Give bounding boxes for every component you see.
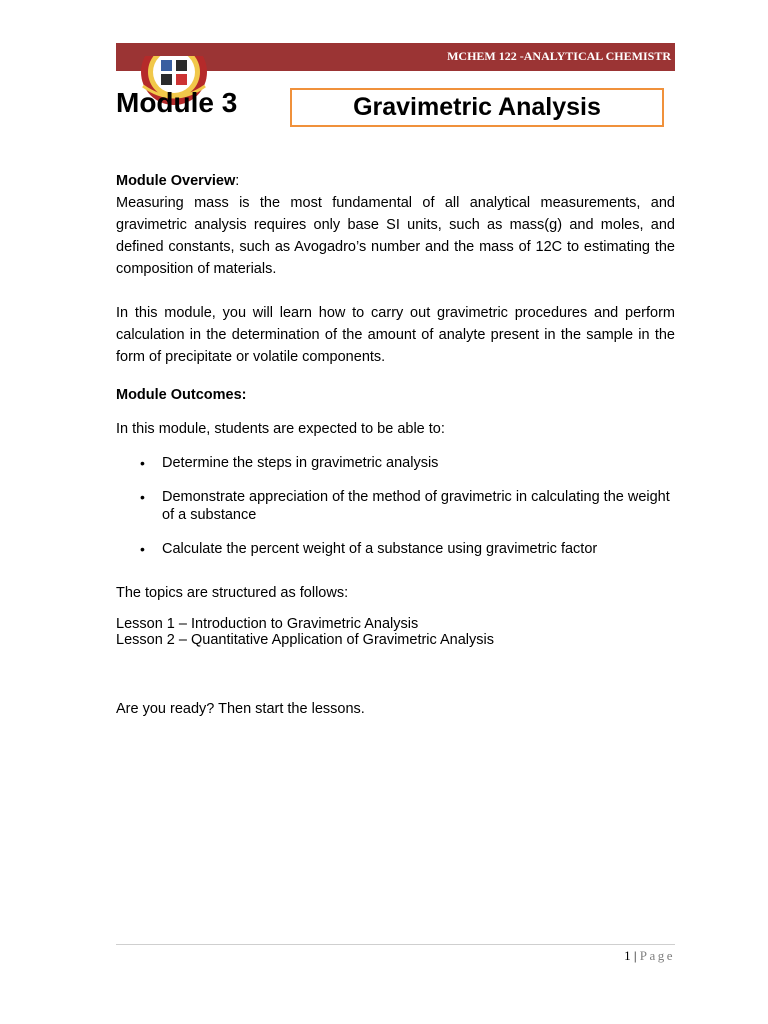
lesson-item: Lesson 2 – Quantitative Application of Gravimetric Analysis [116, 632, 494, 648]
module-title-box [290, 88, 664, 127]
overview-heading-suffix: : [235, 173, 240, 189]
page-footer [624, 948, 675, 964]
page-separator: | [630, 948, 640, 963]
list-item [116, 540, 675, 558]
overview-paragraph-2: In this module, you will learn how to carry out gravimetric procedures and perform calculation in the determination of the amount of analyte present in the sample in the form of precipitate or volatile components. [116, 305, 675, 365]
bullet-icon: • [140, 541, 145, 557]
overview-paragraph-1: Measuring mass is the most fundamental of all analytical measurements, and gravimetric analysis requires only base SI units, such as mass(g) and moles, and defined constants, such as Avogadro’s number and the mass of 12C to estimating the composition of materials. [116, 195, 675, 277]
overview-heading: Module Overview [116, 173, 236, 189]
overview-heading-line [116, 170, 675, 192]
lesson-item: Lesson 1 – Introduction to Gravimetric Analysis [116, 616, 419, 632]
bullet-icon: • [140, 489, 145, 505]
list-item [116, 488, 675, 524]
course-code: MCHEM 122 -ANALYTICAL CHEMISTR [447, 49, 671, 63]
footer-divider [116, 944, 675, 945]
outcomes-heading: Module Outcomes: [116, 387, 247, 403]
outcomes-intro: In this module, students are expected to be able to: [116, 421, 445, 437]
outcome-text: Determine the steps in gravimetric analysis [162, 455, 439, 471]
module-content [116, 170, 675, 720]
page-word: Page [639, 948, 675, 963]
bullet-icon: • [140, 455, 145, 471]
outcome-text: Demonstrate appreciation of the method of gravimetric in calculating the weight of a substance [162, 489, 670, 523]
closing-text: Are you ready? Then start the lessons. [116, 701, 365, 717]
page-number: 1 [624, 948, 631, 963]
lessons-list [116, 616, 675, 648]
outcomes-list [116, 454, 675, 558]
list-item [116, 454, 675, 472]
module-label: Module 3 [116, 87, 238, 118]
topics-intro: The topics are structured as follows: [116, 585, 349, 601]
outcome-text: Calculate the percent weight of a substance using gravimetric factor [162, 541, 598, 557]
module-title: Gravimetric Analysis [353, 93, 601, 121]
